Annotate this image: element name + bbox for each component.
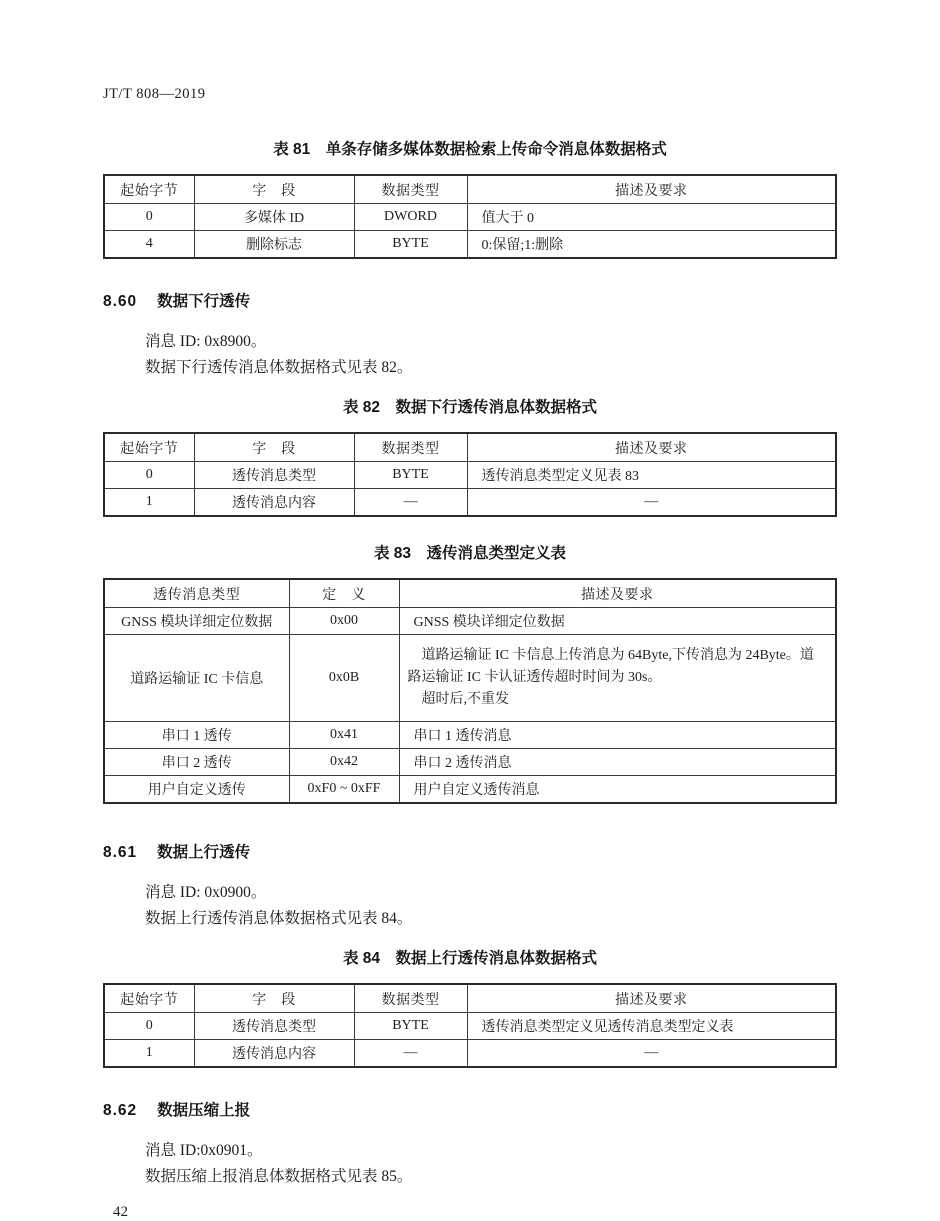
cell-message-type: 串口 2 透传 <box>104 749 289 776</box>
table-reference-line: 数据压缩上报消息体数据格式见表 85。 <box>145 1168 413 1185</box>
cell-data-type: BYTE <box>354 231 467 259</box>
cell-description: 0:保留;1:删除 <box>467 231 836 259</box>
description-paragraph: 道路运输证 IC 卡信息上传消息为 64Byte,下传消息为 24Byte。道路运输证 IC 卡认证透传超时时间为 30s。 <box>407 648 814 685</box>
section-number: 8.61 <box>103 844 138 861</box>
message-id-line: 消息 ID: 0x0900。 <box>145 884 267 901</box>
cell-definition: 0x00 <box>289 608 399 635</box>
cell-start-byte: 0 <box>104 462 194 489</box>
page-number: 42 <box>113 1204 128 1220</box>
message-id-line: 消息 ID:0x0901。 <box>145 1142 263 1159</box>
cell-start-byte: 1 <box>104 489 194 517</box>
cell-description: 串口 1 透传消息 <box>399 722 836 749</box>
table-84 <box>103 983 837 1068</box>
table-82-label: 表 82 <box>342 399 381 416</box>
table-81-caption: 单条存储多媒体数据检索上传命令消息体数据格式 <box>325 141 667 158</box>
table-row <box>104 635 836 722</box>
cell-data-type: — <box>354 489 467 517</box>
section-title: 数据压缩上报 <box>157 1102 251 1119</box>
cell-data-type: DWORD <box>354 204 467 231</box>
section-8-61-body <box>103 880 837 932</box>
section-heading-8-60 <box>103 289 837 311</box>
cell-field: 透传消息类型 <box>194 462 354 489</box>
table-83 <box>103 578 837 804</box>
table-row <box>104 1040 836 1068</box>
cell-message-type: GNSS 模块详细定位数据 <box>104 608 289 635</box>
section-8-62-body <box>103 1138 837 1190</box>
section-8-60-body <box>103 329 837 381</box>
cell-description: 透传消息类型定义见透传消息类型定义表 <box>467 1013 836 1040</box>
table-83-label: 表 83 <box>373 545 412 562</box>
table-83-caption: 透传消息类型定义表 <box>426 545 567 562</box>
cell-field: 透传消息类型 <box>194 1013 354 1040</box>
column-header-description: 描述及要求 <box>467 175 836 204</box>
section-heading-8-61 <box>103 840 837 862</box>
cell-description: 透传消息类型定义见表 83 <box>467 462 836 489</box>
table-row <box>104 204 836 231</box>
description-paragraph: 超时后,不重发 <box>421 692 509 707</box>
column-header-description: 描述及要求 <box>399 579 836 608</box>
cell-data-type: BYTE <box>354 1013 467 1040</box>
table-row <box>104 722 836 749</box>
table-row <box>104 608 836 635</box>
column-header-message-type: 透传消息类型 <box>104 579 289 608</box>
cell-data-type: — <box>354 1040 467 1068</box>
table-row <box>104 462 836 489</box>
table-82-caption: 数据下行透传消息体数据格式 <box>395 399 598 416</box>
section-number: 8.60 <box>103 293 138 310</box>
cell-start-byte: 0 <box>104 1013 194 1040</box>
table-83-header-row <box>104 579 836 608</box>
column-header-start-byte: 起始字节 <box>104 433 194 462</box>
cell-start-byte: 1 <box>104 1040 194 1068</box>
cell-description <box>399 635 836 722</box>
column-header-field: 字 段 <box>194 433 354 462</box>
table-row <box>104 776 836 804</box>
column-header-field: 字 段 <box>194 984 354 1013</box>
section-title: 数据上行透传 <box>157 844 251 861</box>
column-header-field: 字 段 <box>194 175 354 204</box>
table-83-title <box>103 541 837 563</box>
doc-number: JT/T 808—2019 <box>103 86 206 102</box>
cell-description: 值大于 0 <box>467 204 836 231</box>
table-84-caption: 数据上行透传消息体数据格式 <box>395 950 598 967</box>
table-81-label: 表 81 <box>273 141 311 158</box>
table-row <box>104 1013 836 1040</box>
cell-description: — <box>467 489 836 517</box>
table-82 <box>103 432 837 517</box>
table-82-title <box>103 395 837 417</box>
cell-definition: 0x0B <box>289 635 399 722</box>
column-header-data-type: 数据类型 <box>354 984 467 1013</box>
table-row <box>104 489 836 517</box>
cell-field: 透传消息内容 <box>194 489 354 517</box>
table-reference-line: 数据上行透传消息体数据格式见表 84。 <box>145 910 413 927</box>
column-header-start-byte: 起始字节 <box>104 175 194 204</box>
table-84-label: 表 84 <box>342 950 381 967</box>
column-header-data-type: 数据类型 <box>354 175 467 204</box>
cell-field: 删除标志 <box>194 231 354 259</box>
table-row <box>104 231 836 259</box>
table-84-title <box>103 946 837 968</box>
table-84-header-row <box>104 984 836 1013</box>
cell-field: 多媒体 ID <box>194 204 354 231</box>
column-header-start-byte: 起始字节 <box>104 984 194 1013</box>
cell-description: — <box>467 1040 836 1068</box>
column-header-description: 描述及要求 <box>467 984 836 1013</box>
table-row <box>104 749 836 776</box>
cell-message-type: 用户自定义透传 <box>104 776 289 804</box>
cell-data-type: BYTE <box>354 462 467 489</box>
section-number: 8.62 <box>103 1102 138 1119</box>
cell-definition: 0xF0 ~ 0xFF <box>289 776 399 804</box>
cell-description: GNSS 模块详细定位数据 <box>399 608 836 635</box>
table-82-header-row <box>104 433 836 462</box>
cell-definition: 0x42 <box>289 749 399 776</box>
column-header-data-type: 数据类型 <box>354 433 467 462</box>
cell-field: 透传消息内容 <box>194 1040 354 1068</box>
cell-description: 用户自定义透传消息 <box>399 776 836 804</box>
cell-start-byte: 0 <box>104 204 194 231</box>
cell-description: 串口 2 透传消息 <box>399 749 836 776</box>
table-81-header-row <box>104 175 836 204</box>
cell-message-type: 道路运输证 IC 卡信息 <box>104 635 289 722</box>
table-81 <box>103 174 837 259</box>
section-heading-8-62 <box>103 1098 837 1120</box>
cell-definition: 0x41 <box>289 722 399 749</box>
column-header-description: 描述及要求 <box>467 433 836 462</box>
section-title: 数据下行透传 <box>157 293 251 310</box>
column-header-definition: 定 义 <box>289 579 399 608</box>
cell-message-type: 串口 1 透传 <box>104 722 289 749</box>
table-81-title <box>103 137 837 159</box>
table-reference-line: 数据下行透传消息体数据格式见表 82。 <box>145 359 413 376</box>
message-id-line: 消息 ID: 0x8900。 <box>145 333 267 350</box>
cell-start-byte: 4 <box>104 231 194 259</box>
